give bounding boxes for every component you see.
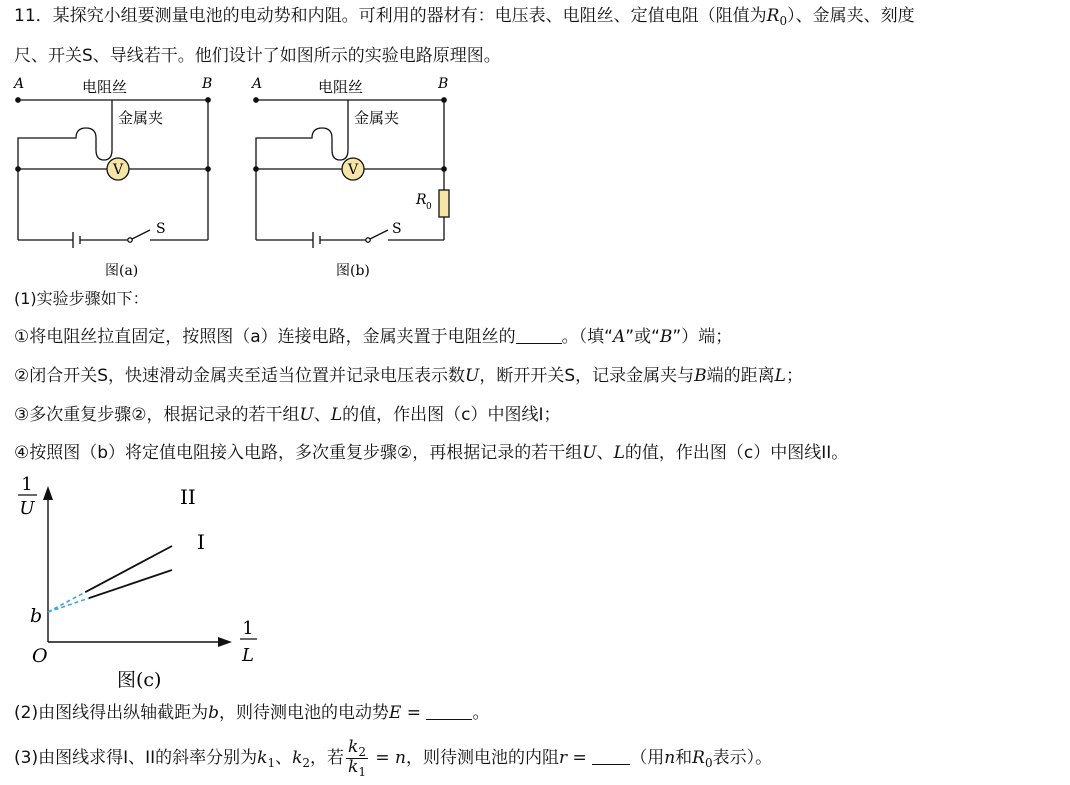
- part-2-text-d: 。: [472, 703, 490, 723]
- part-3-k1: k: [257, 748, 268, 768]
- frac-num-sub: 2: [358, 744, 366, 759]
- question-intro-1b: ）、金属夹、刻度: [787, 6, 915, 26]
- resistor-sub-b: 0: [426, 202, 432, 212]
- part-3-r: r: [559, 748, 568, 768]
- step-1-text-a: ①将电阻丝拉直固定，按照图（a）连接电路，金属夹置于电阻丝的: [14, 327, 516, 347]
- step-2-U: U: [465, 366, 480, 386]
- part-3-text-a: (3)由图线求得I、II的斜率分别为: [14, 748, 258, 768]
- x-axis-arrow: [218, 637, 232, 647]
- wire-label-b: 电阻丝: [318, 78, 364, 96]
- step-3: [14, 403, 560, 427]
- switch-label-b: S: [392, 221, 402, 237]
- question-number: 11．: [14, 6, 53, 26]
- step-2-text-d: ；: [785, 366, 803, 386]
- caption-b: 图(b): [336, 263, 370, 279]
- step-1-text-d: ”）端；: [672, 327, 733, 347]
- step-4-U: U: [582, 443, 597, 463]
- x-label-den: L: [242, 645, 254, 666]
- origin-label: O: [32, 645, 48, 667]
- part-3-text-d: ，则待测电池的内阻: [406, 748, 559, 768]
- step-1-blank[interactable]: [516, 325, 562, 344]
- part-3-k2-sub: 2: [302, 756, 311, 770]
- y-label-num: 1: [21, 474, 33, 495]
- part-3-text-g: 表示）。: [712, 748, 773, 768]
- clip-label-a: 金属夹: [118, 109, 164, 127]
- caption-c: 图(c): [117, 669, 162, 690]
- part-2-eq: =: [401, 703, 427, 723]
- part-2: [14, 701, 489, 725]
- part-3-R: R: [692, 748, 705, 768]
- part-3-text-f: 和: [675, 748, 693, 768]
- step-4: [14, 441, 848, 465]
- r0-symbol: R: [766, 6, 780, 26]
- circuit-figures: [0, 70, 470, 280]
- step-1-A: A: [612, 327, 626, 347]
- part-3-eq: =: [567, 748, 593, 768]
- resistor-label-b: R: [416, 192, 427, 208]
- step-3-text-c: 的值，作出图（c）中图线I；: [342, 405, 561, 425]
- step-2-text-b: ，断开开关S，记录金属夹与: [479, 366, 695, 386]
- label-a-B: B: [202, 76, 213, 92]
- switch-label-a: S: [156, 221, 166, 237]
- graph-c: [0, 470, 280, 690]
- frac-den-k: k: [348, 756, 359, 777]
- step-3-L: L: [330, 405, 343, 425]
- part-3-k2: k: [292, 748, 303, 768]
- step-4-L: L: [613, 443, 625, 463]
- frac-num-k: k: [348, 736, 359, 757]
- r0-subscript: 0: [779, 14, 788, 28]
- label-b-A: A: [252, 76, 263, 92]
- resistor-r0: [439, 190, 449, 217]
- question-intro-2: 尺、开关S、导线若干。他们设计了如图所示的实验电路原理图。: [14, 46, 501, 66]
- line-II-dashed: [48, 592, 85, 612]
- part-3-text-e: （用: [630, 748, 665, 768]
- step-1-text-c: ”或“: [625, 327, 660, 347]
- step-3-text-a: ③多次重复步骤②，根据记录的若干组: [14, 405, 300, 425]
- intercept-label: b: [30, 605, 43, 627]
- question-line-2: [14, 44, 501, 68]
- part-3: [14, 736, 772, 785]
- caption-a: 图(a): [105, 263, 139, 279]
- frac-den-sub: 1: [358, 764, 366, 779]
- part-3-eq-n: = n: [369, 748, 406, 768]
- step-4-text-c: 的值，作出图（c）中图线II。: [624, 443, 849, 463]
- part-3-sep: 、: [275, 748, 293, 768]
- x-label-num: 1: [242, 618, 254, 639]
- plot-lines: [48, 546, 172, 612]
- question-line-1: [14, 4, 915, 33]
- step-3-text-b: 、: [313, 405, 331, 425]
- question-intro-1a: 某探究小组要测量电池的电动势和内阻。可利用的器材有：电压表、电阻丝、定值电阻（阻值为: [52, 6, 767, 26]
- part-2-text-c: ，则待测电池的电动势: [218, 703, 389, 723]
- k-ratio-fraction: [346, 736, 368, 779]
- part-3-k1-sub: 1: [267, 756, 276, 770]
- label-b-B: B: [438, 76, 449, 92]
- y-axis-arrow: [43, 486, 53, 500]
- step-2-L: L: [774, 366, 786, 386]
- step-1-B: B: [659, 327, 673, 347]
- wire-label-a: 电阻丝: [82, 78, 128, 96]
- voltmeter-b-label: V: [347, 162, 359, 178]
- y-label-den: U: [19, 498, 35, 519]
- step-4-text-a: ④按照图（b）将定值电阻接入电路，多次重复步骤②，再根据记录的若干组: [14, 443, 583, 463]
- part-3-blank[interactable]: [592, 746, 630, 765]
- part-2-b: b: [208, 703, 219, 723]
- step-1: [14, 325, 732, 349]
- line-II-label: II: [180, 485, 196, 509]
- part-2-blank[interactable]: [426, 701, 472, 720]
- step-2: [14, 364, 803, 388]
- step-2-text-c: 端的距离: [706, 366, 775, 386]
- steps-heading-text: (1)实验步骤如下：: [14, 289, 149, 308]
- label-a-A: A: [14, 76, 25, 92]
- part-3-text-c: ，若: [310, 748, 345, 768]
- voltmeter-a-label: V: [112, 162, 124, 178]
- clip-label-b: 金属夹: [354, 109, 400, 127]
- step-1-text-b: 。（填“: [561, 327, 613, 347]
- line-I-label: I: [197, 530, 205, 554]
- step-2-text-a: ②闭合开关S，快速滑动金属夹至适当位置并记录电压表示数: [14, 366, 466, 386]
- part-3-n: n: [664, 748, 676, 768]
- part-3-R-sub: 0: [704, 756, 713, 770]
- step-4-text-b: 、: [596, 443, 614, 463]
- part-2-text-a: (2)由图线得出纵轴截距为: [14, 703, 209, 723]
- steps-heading: [14, 287, 149, 311]
- part-2-E: E: [388, 703, 402, 723]
- step-3-U: U: [299, 405, 314, 425]
- step-2-B: B: [694, 366, 707, 386]
